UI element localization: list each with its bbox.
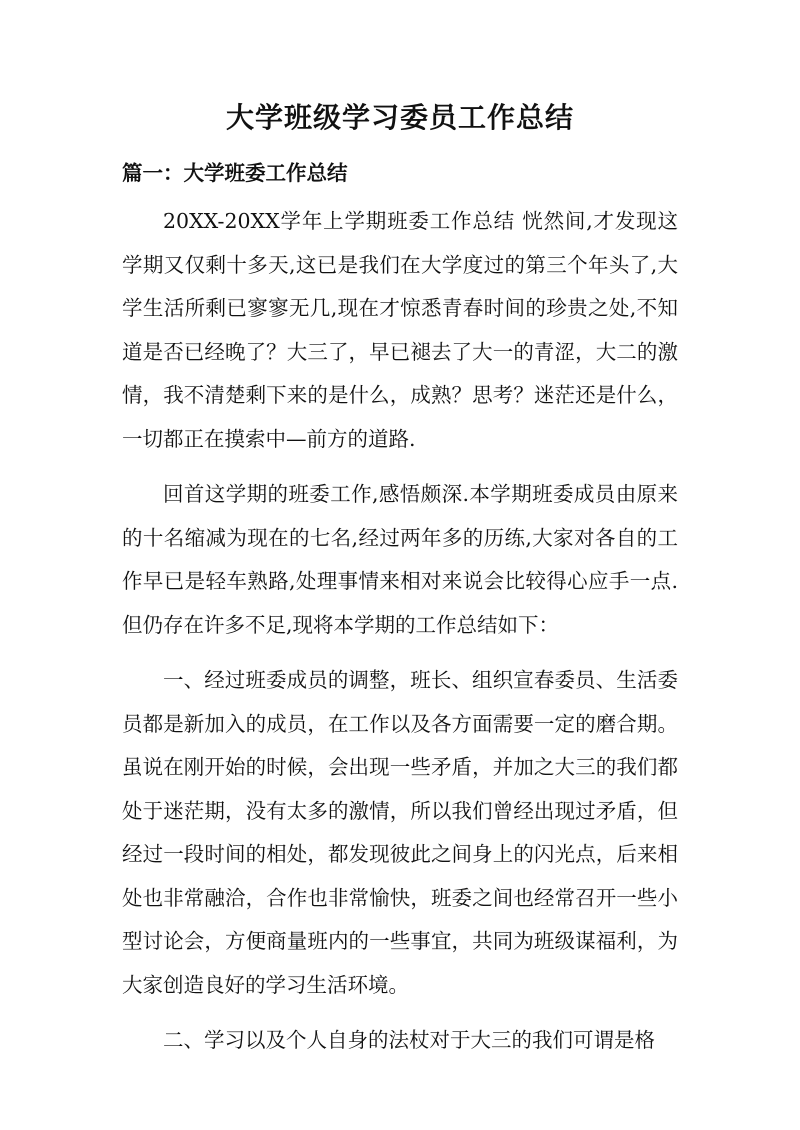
- paragraph-item-one: 一、经过班委成员的调整，班长、组织宣春委员、生活委员都是新加入的成员，在工作以及各方面需要一定的磨合期。虽说在刚开始的时候，会出现一些矛盾，并加之大三的我们都处于迷茫期，没有太多的激情，所以我们曾经出现过矛盾，但经过一段时间的相处，都发现彼此之间身上的闪光点，后来相处也非常融洽，合作也非常愉快，班委之间也经常召开一些小型讨论会，方便商量班内的一些事宜，共同为班级谋福利，为大家创造良好的学习生活环境。: [122, 668, 678, 997]
- paragraph-intro: 20XX-20XX学年上学期班委工作总结 恍然间,才发现这学期又仅剩十多天,这已是我们在大学度过的第三个年头了,大学生活所剩已寥寥无几,现在才惊悉青春时间的珍贵之处,不知道是否已经晚了？大三了，早已褪去了大一的青涩，大二的激情，我不清楚剩下来的是什么，成熟？思考？迷茫还是什么，一切都正在摸索中—前方的道路.: [122, 209, 678, 451]
- section-heading: 篇一：大学班委工作总结: [122, 161, 348, 185]
- paragraph-review: 回首这学期的班委工作,感悟颇深.本学期班委成员由原来的十名缩减为现在的七名,经过两年多的历练,大家对各自的工作早已是轻车熟路,处理事情来相对来说会比较得心应手一点.但仍存在许多不足,现将本学期的工作总结如下：: [122, 482, 678, 637]
- document-body: [122, 200, 678, 1075]
- document-title: 大学班级学习委员工作总结: [225, 101, 574, 134]
- paragraph-item-two: 二、学习以及个人自身的法杖对于大三的我们可谓是格: [163, 1028, 655, 1052]
